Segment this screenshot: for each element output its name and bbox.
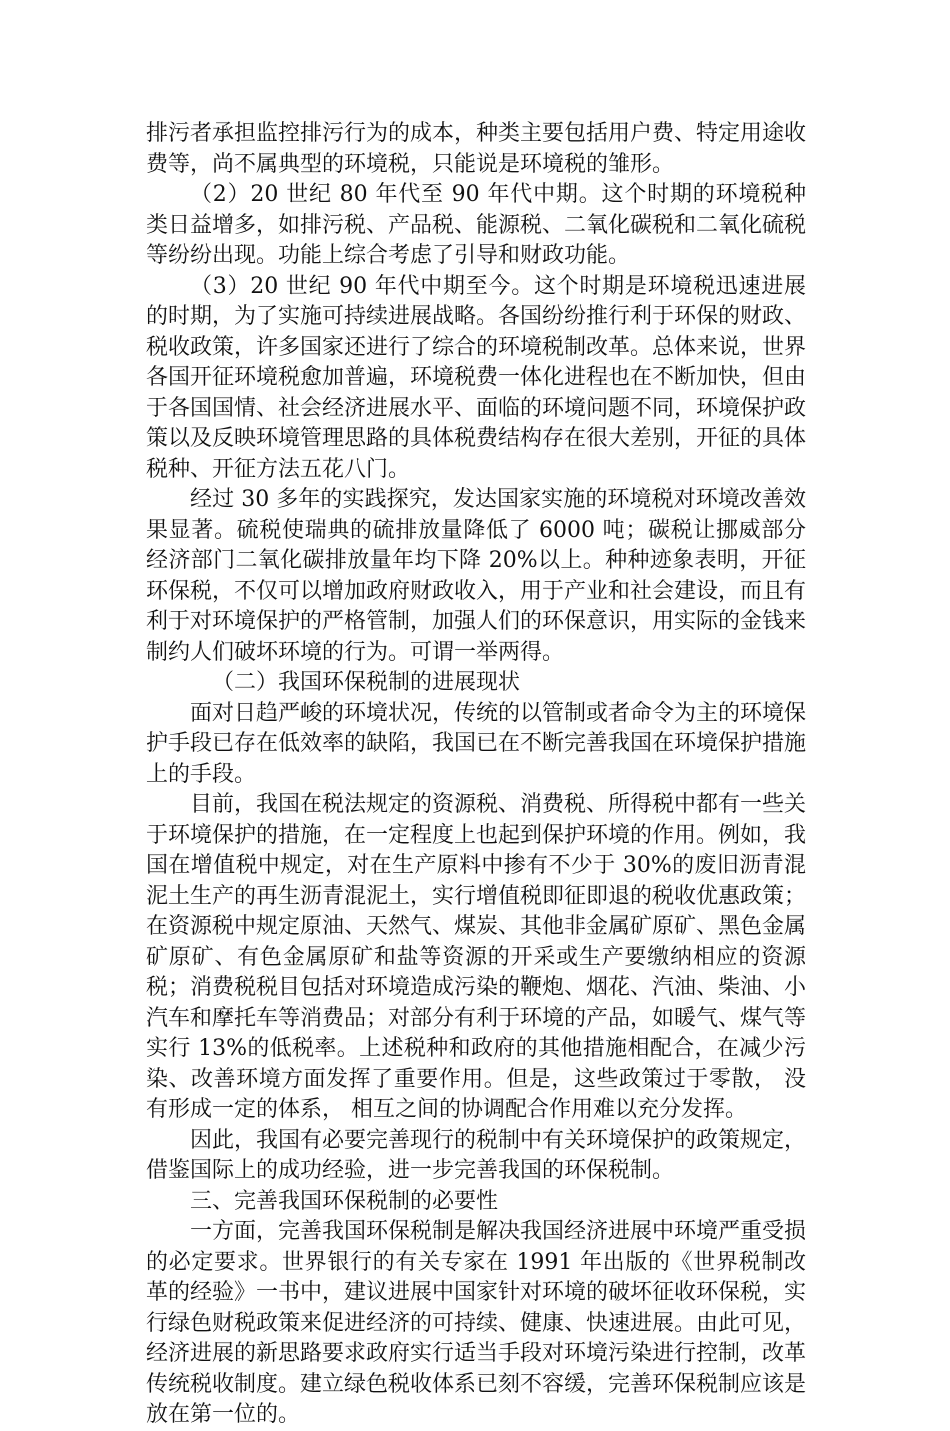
paragraph-8: 因此，我国有必要完善现行的税制中有关环境保护的政策规定，借鉴国际上的成功经验，进一步完善我国的环保税制。: [146, 1127, 807, 1183]
paragraph-10: 一方面，完善我国环保税制是解决我国经济进展中环境严重受损的必定要求。世界银行的有关专家在 1991 年出版的《世界税制改革的经验》一书中，建议进展中国家针对环境的破坏征收环保税，实行绿色财税政策来促进经济的可持续、健康、快速进展。由此可见，经济进展的新思路要求政府实行适当手段对环境污染进行控制，改革传统税收制度。建立绿色税收体系已刻不容缓，完善环保税制应该是放在第一位的。: [146, 1219, 807, 1427]
paragraph-7: 目前，我国在税法规定的资源税、消费税、所得税中都有一些关于环境保护的措施，在一定程度上也起到保护环境的作用。例如，我国在增值税中规定，对在生产原料中掺有不少于 30%的废旧沥青混泥土生产的再生沥青混泥土，实行增值税即征即退的税收优惠政策；在资源税中规定原油、天然气、煤炭、其他非金属矿原矿、黑色金属矿原矿、有色金属原矿和盐等资源的开采或生产要缴纳相应的资源税；消费税税目包括对环境造成污染的鞭炮、烟花、汽油、柴油、小汽车和摩托车等消费品；对部分有利于环境的产品，如暖气、煤气等实行 13%的低税率。上述税种和政府的其他措施相配合，在减少污染、改善环境方面发挥了重要作用。但是，这些政策过于零散， 没有形成一定的体系， 相互之间的协调配合作用难以充分发挥。: [146, 792, 807, 1122]
paragraph-1: 排污者承担监控排污行为的成本，种类主要包括用户费、特定用途收费等，尚不属典型的环境税，只能说是环境税的雏形。: [146, 121, 807, 177]
paragraph-2: （2）20 世纪 80 年代至 90 年代中期。这个时期的环境税种类日益增多，如排污税、产品税、能源税、二氧化碳税和二氧化硫税等纷纷出现。功能上综合考虑了引导和财政功能。: [146, 182, 807, 268]
section-heading-necessity: 三、完善我国环保税制的必要性: [190, 1188, 499, 1214]
section-heading-domestic-status: （二）我国环保税制的进展现状: [212, 670, 521, 695]
paragraph-3: （3）20 世纪 90 年代中期至今。这个时期是环境税迅速进展的时期，为了实施可持续进展战略。各国纷纷推行利于环保的财政、税收政策，许多国家还进行了综合的环境税制改革。总体来说，世界各国开征环境税愈加普遍，环境税费一体化进程也在不断加快，但由于各国国情、社会经济进展水平、面临的环境问题不同，环境保护政策以及反映环境管理思路的具体税费结构存在很大差别，开征的具体税种、开征方法五花八门。: [146, 273, 807, 482]
document-body: [146, 119, 806, 1431]
paragraph-4: 经过 30 多年的实践探究，发达国家实施的环境税对环境改善效果显著。硫税使瑞典的硫排放量降低了 6000 吨；碳税让挪威部分经济部门二氧化碳排放量年均下降 20%以上。种种迹象表明，开征环保税，不仅可以增加政府财政收入，用于产业和社会建设，而且有利于对环境保护的严格管制，加强人们的环保意识，用实际的金钱来制约人们破坏环境的行为。可谓一举两得。: [146, 487, 807, 665]
paragraph-6: 面对日趋严峻的环境状况，传统的以管制或者命令为主的环境保护手段已存在低效率的缺陷，我国已在不断完善我国在环境保护措施上的手段。: [146, 700, 807, 787]
